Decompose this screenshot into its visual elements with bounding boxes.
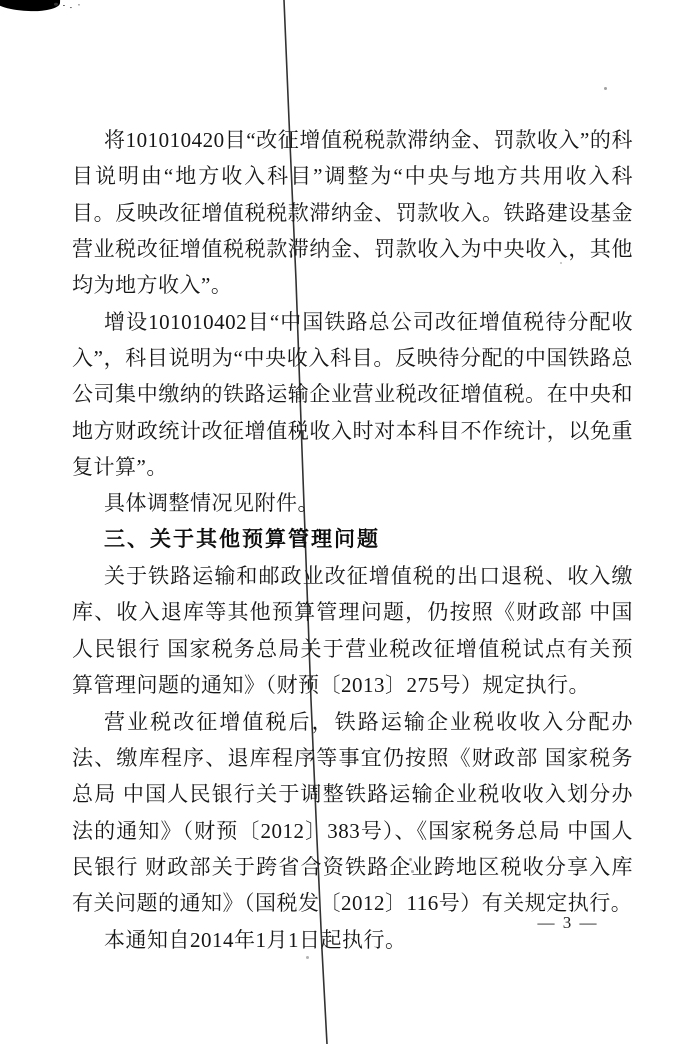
document-body — [72, 122, 633, 958]
paragraph-effective-date: 本通知自2014年1月1日起执行。 — [104, 927, 407, 952]
ink-smudge-top-left — [0, 0, 60, 12]
paragraph-other-budget-issues: 关于铁路运输和邮政业改征增值税的出口退税、收入缴库、收入退库等其他预算管理问题，仍按照《财政部 中国人民银行 国家税务总局关于营业税改征增值税试点有关预算管理问题的通知》（财预〔2013〕275号）规定执行。 — [72, 564, 633, 698]
paragraph-subject-101010402: 增设101010402目“中国铁路总公司改征增值税待分配收入”，科目说明为“中央收入科目。反映待分配的中国铁路总公司集中缴纳的铁路运输企业营业税改征增值税。在中央和地方财政统计改征增值税收入时对本科目不作统计，以免重复计算”。 — [72, 309, 633, 480]
page-number: — 3 — — [537, 913, 599, 932]
paragraph-attachment-note: 具体调整情况见附件。 — [104, 491, 319, 516]
section-heading-other-budget-management: 三、关于其他预算管理问题 — [104, 527, 380, 551]
scan-speck — [604, 87, 607, 90]
paragraph-railway-tax-allocation: 营业税改征增值税后，铁路运输企业税收收入分配办法、缴库程序、退库程序等事宜仍按照《财政部 国家税务总局 中国人民银行关于调整铁路运输企业税收收入划分办法的通知》（财预〔2012〕383号）、《国家税务总局 中国人民银行 财政部关于跨省合资铁路企业跨地区税收分享入库有关问题的通知》（国税发〔2012〕116号）有关规定执行。 — [72, 709, 633, 916]
paragraph-subject-101010420: 将101010420目“改征增值税税款滞纳金、罚款收入”的科目说明由“地方收入科目”调整为“中央与地方共用收入科目。反映改征增值税税款滞纳金、罚款收入。铁路建设基金营业税改征增值税税款滞纳金、罚款收入为中央收入，其他均为地方收入”。 — [72, 128, 633, 298]
